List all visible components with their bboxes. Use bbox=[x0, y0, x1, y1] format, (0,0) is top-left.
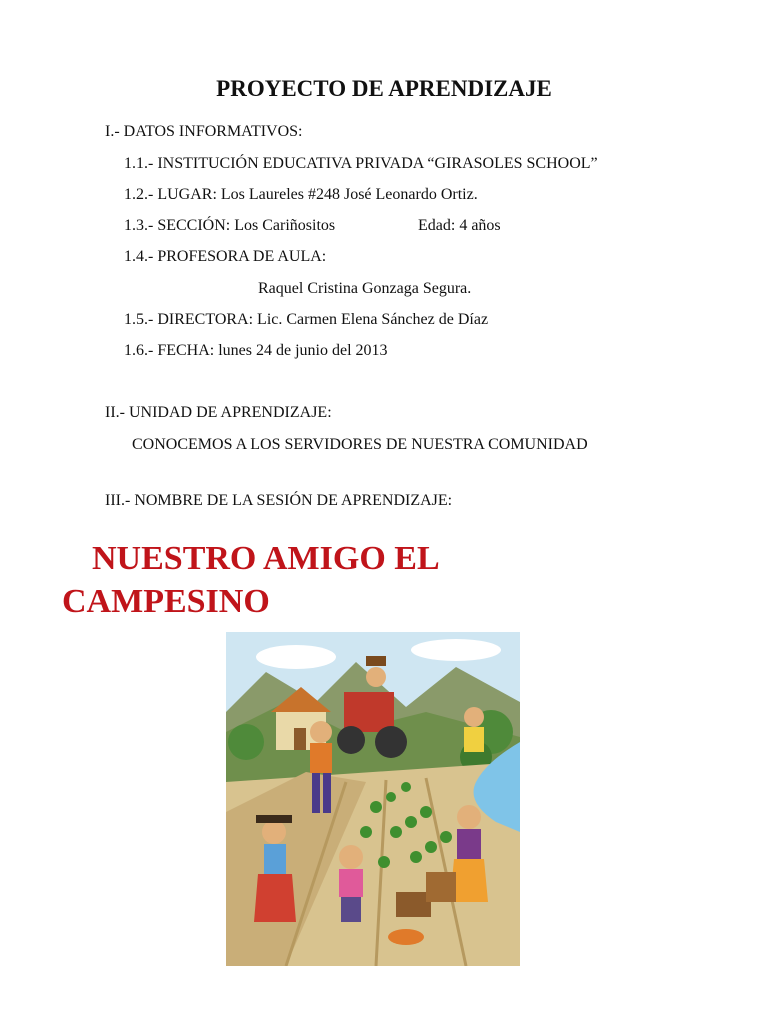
item-institucion: 1.1.- INSTITUCIÓN EDUCATIVA PRIVADA “GIRASOLES SCHOOL” bbox=[124, 155, 598, 172]
farm-illustration bbox=[226, 632, 520, 966]
section3-heading: III.- NOMBRE DE LA SESIÓN DE APRENDIZAJE: bbox=[105, 492, 453, 509]
session-title-line1: NUESTRO AMIGO EL bbox=[92, 540, 440, 577]
section1-heading: I.- DATOS INFORMATIVOS: bbox=[105, 123, 303, 140]
session-title-line2: CAMPESINO bbox=[62, 583, 270, 620]
item-profesora-name: Raquel Cristina Gonzaga Segura. bbox=[258, 280, 472, 297]
item-fecha: 1.6.- FECHA: lunes 24 de junio del 2013 bbox=[124, 342, 388, 359]
item-profesora-label: 1.4.- PROFESORA DE AULA: bbox=[124, 248, 327, 265]
item-lugar: 1.2.- LUGAR: Los Laureles #248 José Leonardo Ortiz. bbox=[124, 186, 478, 203]
section2-heading: II.- UNIDAD DE APRENDIZAJE: bbox=[105, 404, 332, 421]
unit-name: CONOCEMOS A LOS SERVIDORES DE NUESTRA COMUNIDAD bbox=[132, 436, 588, 453]
item-edad: Edad: 4 años bbox=[418, 217, 501, 234]
item-seccion: 1.3.- SECCIÓN: Los Cariñositos bbox=[124, 217, 336, 234]
item-directora: 1.5.- DIRECTORA: Lic. Carmen Elena Sánchez de Díaz bbox=[124, 311, 489, 328]
document-title: PROYECTO DE APRENDIZAJE bbox=[216, 76, 552, 101]
